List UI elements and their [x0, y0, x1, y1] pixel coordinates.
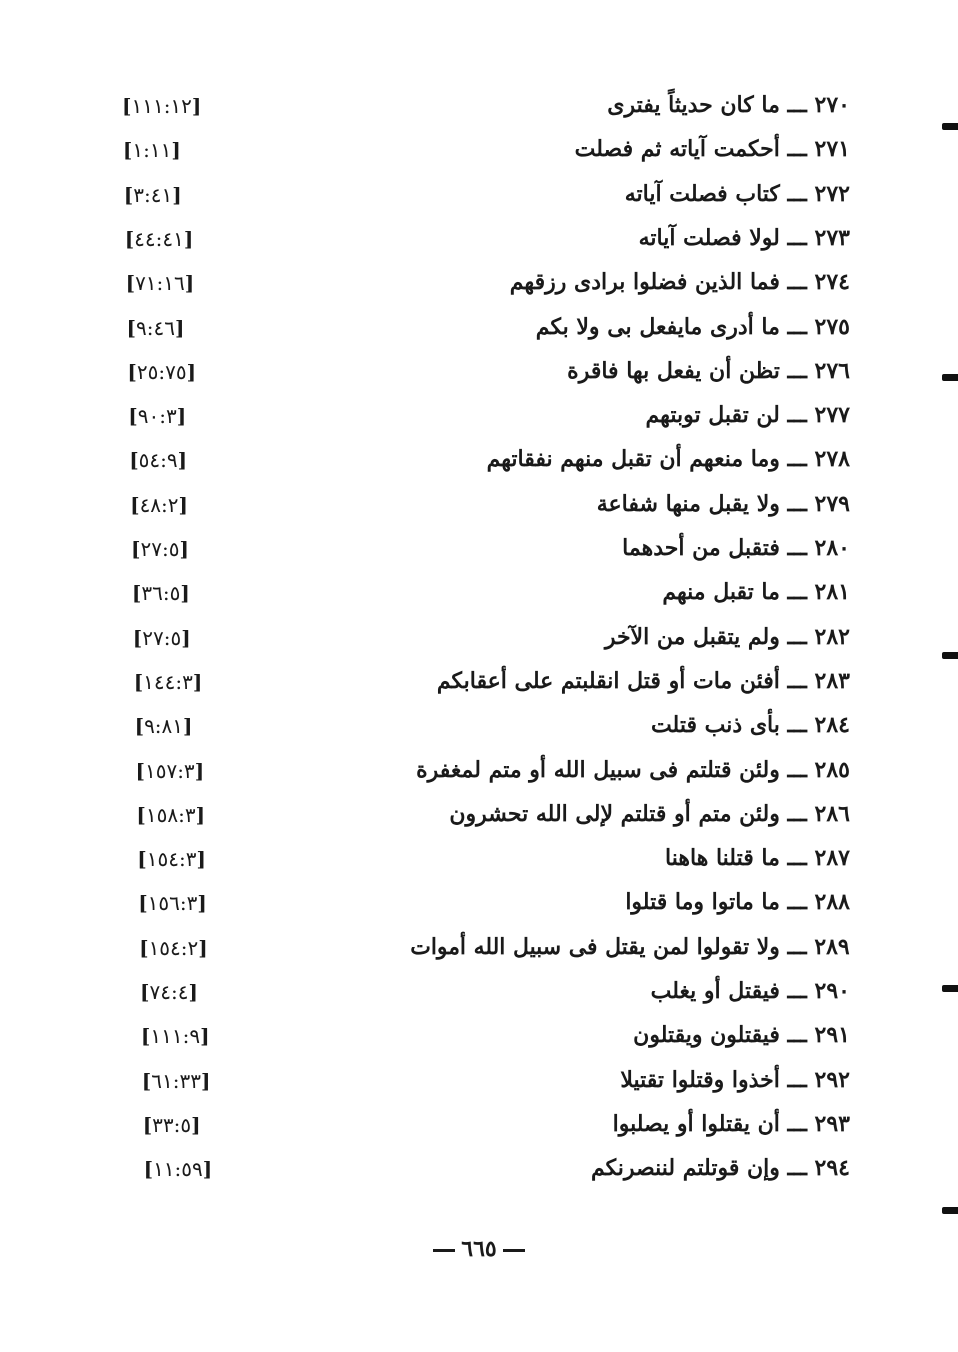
verse-reference-value: ٥٤:٩ — [138, 448, 178, 473]
bracket-open: [ — [141, 1068, 152, 1093]
entry-text: ٢٧٧ ـــ لن تقبل توبتهم — [645, 402, 850, 429]
verse-reference-value: ١٤٤:٣ — [143, 669, 193, 694]
verse-reference-value: ١٥٦:٣ — [147, 891, 198, 916]
list-item — [110, 312, 870, 356]
bracket-close: ] — [183, 714, 193, 739]
verse-reference — [134, 668, 203, 696]
list-item — [110, 755, 870, 799]
bracket-open: [ — [134, 714, 145, 739]
verse-reference-value: ١١١:٩ — [150, 1024, 201, 1049]
bracket-open: [ — [137, 847, 147, 872]
bracket-close: ] — [200, 1024, 210, 1049]
verse-reference-value: ٢٧:٥ — [140, 537, 180, 561]
bracket-close: ] — [183, 226, 194, 251]
entry-text: ٢٩٠ ـــ فيقتل أو يغلب — [650, 978, 850, 1004]
verse-reference — [143, 1111, 201, 1139]
verse-reference-value: ٩:٨١ — [144, 714, 184, 739]
verse-reference-value: ٢٧:٥ — [142, 625, 182, 650]
entry-text: ٢٨٦ ـــ ولئن متم أو قتلتم لإلى الله تحشرون — [449, 800, 850, 827]
verse-reference — [142, 1067, 211, 1095]
entry-text: ٢٨٩ ـــ ولا تقولوا لمن يقتل فى سبيل الله أموات — [410, 933, 850, 960]
verse-reference — [140, 978, 198, 1006]
list-item — [110, 489, 870, 533]
verse-reference-value: ٣:٤١ — [133, 182, 173, 207]
verse-reference — [136, 801, 205, 829]
list-item — [110, 1020, 870, 1064]
entry-text: ٢٨١ ـــ ما تقبل منهم — [662, 579, 850, 606]
entry-text: ٢٧٦ ـــ تظن أن يفعل بها فاقرة — [567, 357, 850, 384]
entry-text: ٢٨٢ ـــ ولم يتقبل من الآخر — [604, 623, 850, 650]
bracket-open: [ — [143, 1157, 154, 1182]
bracket-open: [ — [124, 226, 135, 251]
bracket-open: [ — [122, 94, 132, 118]
verse-reference-value: ٤٨:٢ — [139, 492, 179, 517]
margin-mark — [942, 652, 958, 659]
bracket-close: ] — [172, 182, 182, 207]
verse-reference — [129, 446, 187, 474]
entry-text: ٢٨٤ ـــ بأى ذنب قتلت — [650, 712, 850, 739]
list-item — [110, 90, 870, 134]
bracket-close: ] — [184, 271, 195, 296]
list-item — [110, 710, 870, 754]
bracket-open: [ — [131, 581, 142, 606]
bracket-close: ] — [192, 669, 203, 694]
list-item — [110, 533, 870, 577]
bracket-close: ] — [200, 1068, 211, 1093]
verse-reference-value: ٣٦:٥ — [141, 581, 181, 606]
list-item — [110, 799, 870, 843]
bracket-open: [ — [140, 1024, 151, 1049]
entry-text: ٢٨٨ ـــ ما ماتوا وما قتلوا — [625, 889, 850, 916]
verse-reference-value: ٦١:٣٣ — [151, 1068, 201, 1093]
list-item — [110, 179, 870, 223]
verse-reference — [123, 136, 181, 164]
list-item — [110, 577, 870, 621]
entry-text: ٢٨٠ ـــ فتقبل من أحدهما — [622, 535, 850, 561]
bracket-close: ] — [186, 359, 197, 384]
margin-mark — [942, 123, 958, 130]
verse-reference-value: ١٥٤:٢ — [148, 935, 199, 960]
list-item — [110, 887, 870, 931]
entry-text: ٢٩٤ ـــ وإن قوتلتم لننصرنكم — [591, 1155, 850, 1182]
bracket-close: ] — [174, 315, 185, 340]
verse-reference — [136, 757, 205, 785]
list-item — [110, 622, 870, 666]
verse-reference-value: ٧٤:٤ — [149, 980, 189, 1004]
entry-text: ٢٨٧ ـــ ما قتلنا هاهنا — [665, 845, 850, 872]
bracket-open: [ — [140, 980, 150, 1004]
bracket-close: ] — [194, 758, 205, 783]
verse-reference-value: ١١:٥٩ — [153, 1157, 203, 1182]
entry-text: ٢٧٣ ـــ لولا فصلت آياته — [638, 224, 850, 251]
page-number: ٦٦٥ — [461, 1236, 497, 1262]
list-item — [110, 356, 870, 400]
bracket-open: [ — [122, 138, 133, 163]
list-item — [110, 1153, 870, 1197]
verse-reference-value: ٢٥:٧٥ — [136, 359, 187, 384]
bracket-open: [ — [129, 448, 139, 473]
bracket-close: ] — [188, 980, 198, 1004]
list-item — [110, 267, 870, 311]
entry-text: ٢٩٢ ـــ أخذوا وقتلوا تقتيلا — [620, 1066, 850, 1093]
bracket-open: [ — [128, 404, 138, 429]
list-item — [110, 444, 870, 488]
entry-text: ٢٧٢ ـــ كتاب فصلت آياته — [624, 180, 850, 207]
bracket-close: ] — [171, 138, 181, 163]
list-item — [110, 1109, 870, 1153]
verse-reference — [137, 845, 206, 873]
bracket-close: ] — [198, 935, 208, 960]
verse-reference-value: ٩٠:٣ — [137, 404, 177, 429]
entry-text: ٢٧٥ ـــ ما أدرى مايفعل بى ولا بكم — [535, 313, 850, 340]
bracket-close: ] — [178, 492, 188, 517]
bracket-open: [ — [133, 669, 144, 694]
bracket-open: [ — [135, 758, 145, 783]
verse-reference-value: ١:١١ — [132, 138, 172, 163]
verse-reference-value: ٤٤:٤١ — [134, 226, 184, 251]
verse-reference — [126, 269, 195, 297]
verse-reference — [132, 579, 190, 607]
bracket-close: ] — [177, 448, 188, 473]
bracket-open: [ — [126, 315, 136, 340]
verse-reference — [122, 92, 201, 120]
footer-dash-right — [433, 1249, 455, 1252]
verse-reference-value: ١٥٧:٣ — [144, 758, 195, 783]
entry-text: ٢٧٠ ـــ ما كان حديثاً يفترى — [607, 92, 850, 118]
bracket-open: [ — [136, 802, 146, 827]
verse-reference — [127, 358, 196, 386]
bracket-open: [ — [130, 492, 140, 517]
bracket-close: ] — [196, 847, 206, 872]
bracket-close: ] — [180, 581, 190, 606]
margin-mark — [942, 1207, 958, 1214]
verse-reference — [144, 1155, 213, 1183]
list-item — [110, 976, 870, 1020]
verse-reference-value: ١٥٤:٣ — [146, 847, 197, 872]
entry-text: ٢٨٣ ـــ أفئن مات أو قتل انقلبتم على أعقابكم — [436, 667, 850, 694]
page-footer — [0, 1236, 958, 1262]
bracket-close: ] — [195, 802, 206, 827]
entry-text: ٢٧٩ ـــ ولا يقبل منها شفاعة — [596, 490, 850, 517]
verse-reference-value: ١٥٨:٣ — [145, 802, 196, 827]
list-item — [110, 1065, 870, 1109]
verse-reference-value: ٧١:١٦ — [135, 271, 185, 296]
verse-reference — [133, 624, 191, 652]
list-item — [110, 666, 870, 710]
bracket-close: ] — [179, 537, 189, 561]
margin-mark — [942, 374, 958, 381]
verse-reference — [139, 934, 208, 962]
list-item — [110, 400, 870, 444]
footer-dash-left — [503, 1249, 525, 1252]
verse-reference — [130, 491, 188, 519]
verse-reference — [125, 225, 194, 253]
bracket-open: [ — [125, 271, 136, 296]
bracket-open: [ — [142, 1112, 153, 1137]
bracket-close: ] — [181, 625, 191, 650]
entry-text: ٢٨٥ ـــ ولئن قتلتم فى سبيل الله أو متم لمغفرة — [416, 756, 850, 783]
entry-text: ٢٩١ ـــ فيقتلون ويقتلون — [633, 1022, 850, 1049]
bracket-close: ] — [191, 94, 202, 118]
bracket-close: ] — [176, 404, 187, 429]
verse-reference-value: ١١١:١٢ — [131, 94, 192, 118]
bracket-open: [ — [132, 625, 143, 650]
verse-reference-value: ٣٣:٥ — [152, 1112, 192, 1137]
entry-text: ٢٧٨ ـــ وما منعهم أن تقبل منهم نفقاتهم — [486, 446, 850, 473]
verse-reference — [141, 1022, 210, 1050]
list-item — [110, 843, 870, 887]
margin-mark — [942, 985, 958, 992]
bracket-open: [ — [139, 935, 149, 960]
bracket-open: [ — [131, 537, 141, 561]
list-item — [110, 223, 870, 267]
verse-reference — [127, 314, 185, 342]
bracket-close: ] — [202, 1157, 213, 1182]
verse-reference — [128, 402, 186, 430]
verse-reference — [124, 181, 182, 209]
entry-text: ٢٩٣ ـــ أن يقتلوا أو يصلبوا — [612, 1110, 850, 1137]
bracket-open: [ — [127, 359, 137, 384]
list-item — [110, 134, 870, 178]
bracket-open: [ — [138, 891, 148, 916]
list-item — [110, 932, 870, 976]
bracket-close: ] — [191, 1112, 201, 1137]
entry-text: ٢٧١ ـــ أحكمت آياته ثم فصلت — [574, 136, 850, 163]
verse-reference-value: ٩:٤٦ — [135, 315, 175, 340]
entry-text: ٢٧٤ ـــ فما الذين فضلوا برادى رزقهم — [509, 269, 850, 296]
verse-reference — [138, 889, 207, 917]
verse-reference — [131, 535, 189, 563]
bracket-open: [ — [123, 182, 134, 207]
verse-reference — [135, 712, 193, 740]
bracket-close: ] — [197, 891, 207, 916]
